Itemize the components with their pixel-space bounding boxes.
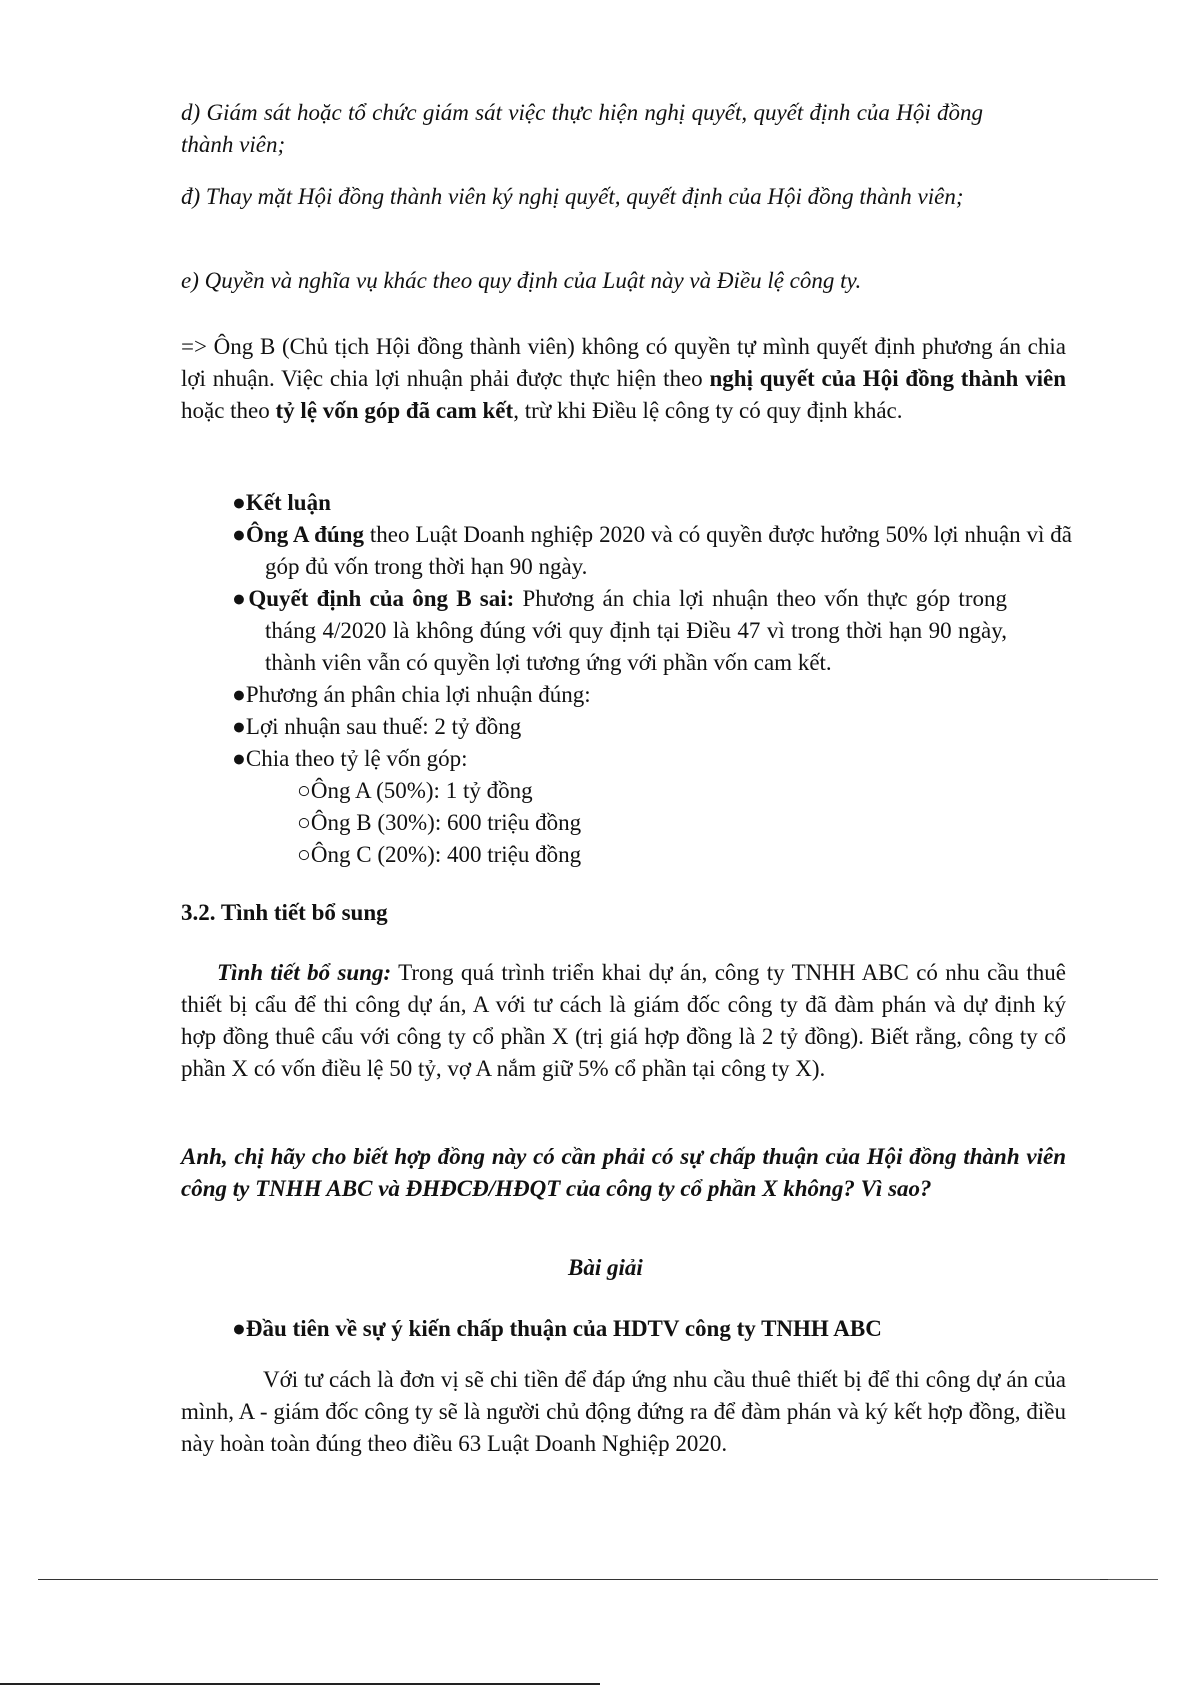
list-item-mr-b-bold: ●Quyết định của ông B sai: [232, 586, 515, 611]
list-item-heading: ●Kết luận [232, 490, 331, 515]
footer-dash [1060, 1579, 1100, 1580]
supplement-paragraph [181, 957, 1066, 1085]
list-item-profit: ●Lợi nhuận sau thuế: 2 tỷ đồng [232, 714, 522, 739]
list-item-mr-a-bold: ●Ông A đúng [232, 522, 364, 547]
paragraph-e: e) Quyền và nghĩa vụ khác theo quy định của Luật này và Điều lệ công ty. [181, 268, 862, 293]
conclusion-paragraph [181, 331, 1066, 427]
list-item-mr-a [232, 519, 1132, 583]
question-paragraph: Anh, chị hãy cho biết hợp đồng này có cần phải có sự chấp thuận của Hội đồng thành viên công ty TNHH ABC và ĐHĐCĐ/HĐQT của công ty cổ phần X không? Vì sao? [181, 1144, 1066, 1201]
conclusion-bold-ratio: tỷ lệ vốn góp đã cam kết [275, 398, 514, 423]
list-subitem: ○Ông B (30%): 600 triệu đồng [297, 810, 582, 835]
conclusion-text-3: , trừ khi Điều lệ công ty có quy định khác. [513, 398, 903, 423]
final-paragraph: Với tư cách là đơn vị sẽ chi tiền để đáp ứng nhu cầu thuê thiết bị để thi công dự án của mình, A - giám đốc công ty sẽ là người chủ động đứng ra để đàm phán và ký kết hợp đồng, điều này hoàn toàn đúng theo điều 63 Luật Doanh Nghiệp 2020. [181, 1367, 1066, 1456]
list-item-mr-b [232, 583, 1132, 679]
paragraph-dd: đ) Thay mặt Hội đồng thành viên ký nghị quyết, quyết định của Hội đồng thành viên; [181, 184, 964, 209]
supplement-lead: Tình tiết bổ sung: [217, 960, 392, 985]
supplement-text: Trong quá trình triển khai dự án, công ty TNHH ABC có nhu cầu thuê thiết bị cẩu để thi công dự án, A với tư cách là giám đốc công ty đã đàm phán và dự định ký hợp đồng thuê cẩu với công ty cổ phần X (trị giá hợp đồng là 2 tỷ đồng). Biết rằng, công ty cổ phần X có vốn điều lệ 50 tỷ, vợ A nắm giữ 5% cổ phần tại công ty X). [181, 960, 1066, 1081]
conclusion-text-2: hoặc theo [181, 398, 276, 423]
conclusion-list [232, 487, 1132, 871]
section-heading: 3.2. Tình tiết bổ sung [181, 900, 388, 925]
footer-dash [1108, 1579, 1158, 1580]
conclusion-text-1: => Ông B (Chủ tịch Hội đồng thành viên) không có quyền tự mình quyết định phương án chia lợi nhuận. Việc chia lợi nhuận phải được thực hiện theo [181, 334, 1066, 391]
paragraph-d: d) Giám sát hoặc tổ chức giám sát việc thực hiện nghị quyết, quyết định của Hội đồng thành viên; [181, 100, 983, 157]
list-subitem: ○Ông C (20%): 400 triệu đồng [297, 842, 582, 867]
list-item-mr-b-text: Phương án chia lợi nhuận theo vốn thực góp trong tháng 4/2020 là không đúng với quy định tại Điều 47 vì trong thời hạn 90 ngày, thành viên vẫn có quyền lợi tương ứng với phần vốn cam kết. [265, 586, 1007, 675]
list-item-mr-a-text: theo Luật Doanh nghiệp 2020 và có quyền được hưởng 50% lợi nhuận vì đã góp đủ vốn trong thời hạn 90 ngày. [265, 522, 1072, 579]
list-item-ratio: ●Chia theo tỷ lệ vốn góp: [232, 746, 468, 771]
conclusion-bold-resolution: nghị quyết của Hội đồng thành viên [709, 366, 1066, 391]
first-point-heading: ●Đầu tiên về sự ý kiến chấp thuận của HDTV công ty TNHH ABC [232, 1316, 882, 1341]
list-item-plan: ●Phương án phân chia lợi nhuận đúng: [232, 682, 591, 707]
solution-title: Bài giải [568, 1255, 643, 1280]
footer-divider [38, 1579, 1158, 1580]
list-subitem: ○Ông A (50%): 1 tỷ đồng [297, 778, 533, 803]
